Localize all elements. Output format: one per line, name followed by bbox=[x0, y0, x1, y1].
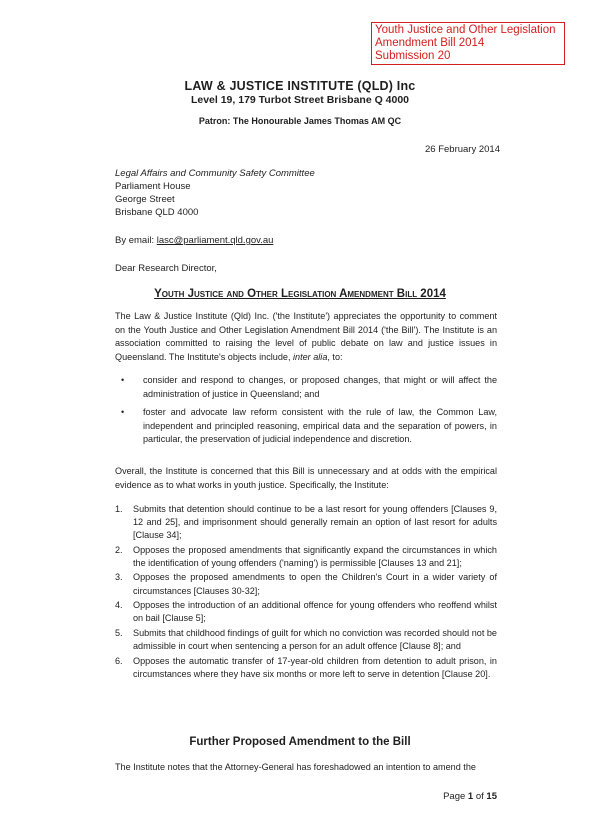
stamp-line-3: Submission 20 bbox=[375, 50, 451, 62]
recipient-committee: Legal Affairs and Community Safety Committee bbox=[115, 168, 315, 179]
item-number: 3. bbox=[115, 572, 123, 583]
stamp-line-2: Amendment Bill 2014 bbox=[375, 37, 485, 49]
email-line bbox=[115, 235, 273, 246]
recipient-line-3: George Street bbox=[115, 194, 175, 205]
email-label: By email: bbox=[115, 235, 157, 246]
stamp-line-1: Youth Justice and Other Legislation bbox=[375, 24, 556, 36]
list-item bbox=[115, 503, 497, 542]
page-current: 1 bbox=[467, 791, 474, 802]
item-number: 5. bbox=[115, 627, 123, 638]
page-of: of bbox=[473, 791, 487, 802]
item-number: 1. bbox=[115, 504, 123, 514]
item-text: Submits that detention should continue to be a last resort for young offenders [Clauses 9, 12 and 25], and imprisonment should generally remain an option of last resort for adults [Clause 34]; bbox=[133, 504, 497, 541]
item-number: 6. bbox=[115, 655, 123, 666]
recipient-block bbox=[115, 167, 315, 219]
item-number: 2. bbox=[115, 544, 123, 555]
item-text: Opposes the automatic transfer of 17-year-old children from detention to adult prison, in circumstances where they have six months or more left to serve in detention [Clause 20]. bbox=[133, 655, 497, 679]
letter-date: 26 February 2014 bbox=[425, 144, 500, 155]
email-address-link[interactable]: lasc@parliament.qld.gov.au bbox=[156, 235, 274, 246]
intro-end: , to: bbox=[327, 351, 343, 362]
list-item bbox=[115, 406, 497, 447]
list-item bbox=[115, 599, 497, 625]
closing-paragraph: The Institute notes that the Attorney-General has foreshadowed an intention to amend the bbox=[115, 762, 476, 772]
list-item bbox=[115, 571, 497, 597]
recipient-line-2: Parliament House bbox=[115, 181, 191, 192]
section-heading: Further Proposed Amendment to the Bill bbox=[189, 736, 411, 748]
submission-stamp bbox=[371, 22, 565, 65]
org-address: Level 19, 179 Turbot Street Brisbane Q 4000 bbox=[190, 94, 410, 106]
list-item bbox=[115, 627, 497, 653]
org-patron: Patron: The Honourable James Thomas AM QC bbox=[198, 116, 402, 126]
page-prefix: Page bbox=[443, 791, 468, 802]
document-title: Youth Justice and Other Legislation Amendment Bill 2014 bbox=[154, 288, 446, 300]
item-number: 4. bbox=[115, 600, 123, 611]
bullet-text: foster and advocate law reform consistent with the rule of law, the Common Law, independent and principled reasoning, empirical data and the separation of powers, in particular, the preservation of judicial independence and discretion. bbox=[143, 407, 497, 445]
item-text: Opposes the proposed amendments that significantly expand the circumstances in which the identification of young offenders ('naming') is permissible [Clauses 13 and 21]; bbox=[133, 544, 497, 568]
list-item bbox=[115, 544, 497, 570]
item-text: Submits that childhood findings of guilt for which no conviction was recorded should not be admissible in court when sentencing a person for an adult offence [Clause 8]; and bbox=[133, 627, 497, 651]
bullet-icon: • bbox=[121, 407, 125, 418]
recipient-line-4: Brisbane QLD 4000 bbox=[115, 207, 199, 218]
objects-list bbox=[115, 374, 497, 452]
page-total: 15 bbox=[486, 791, 497, 802]
list-item bbox=[115, 655, 497, 681]
intro-text: The Law & Justice Institute (Qld) Inc. ('the Institute') appreciates the opportunity to comment on the Youth Justice and Other Legislation Amendment Bill 2014 ('the Bill'). The Institute is an association committed to raising the level of public debate on law and justice issues in Queensland. The Institute's objects include, bbox=[115, 311, 497, 362]
overall-paragraph: Overall, the Institute is concerned that this Bill is unnecessary and at odds with the empirical evidence as to what works in youth justice. Specifically, the Institute: bbox=[115, 466, 497, 490]
intro-italic: inter alia bbox=[293, 351, 328, 362]
org-name: LAW & JUSTICE INSTITUTE (QLD) Inc bbox=[184, 79, 416, 93]
intro-paragraph bbox=[115, 310, 497, 364]
item-text: Opposes the introduction of an additional offence for young offenders who reoffend whilst on bail [Clause 5]; bbox=[133, 600, 497, 624]
bullet-text: consider and respond to changes, or proposed changes, that might or will affect the administration of justice in Queensland; and bbox=[143, 375, 497, 399]
salutation: Dear Research Director, bbox=[115, 263, 217, 274]
bullet-icon: • bbox=[121, 375, 125, 385]
page-number bbox=[443, 791, 497, 802]
submission-items bbox=[115, 503, 497, 682]
list-item bbox=[115, 374, 497, 401]
item-text: Opposes the proposed amendments to open the Children's Court in a wider variety of circumstances [Clauses 30-32]; bbox=[133, 572, 497, 596]
